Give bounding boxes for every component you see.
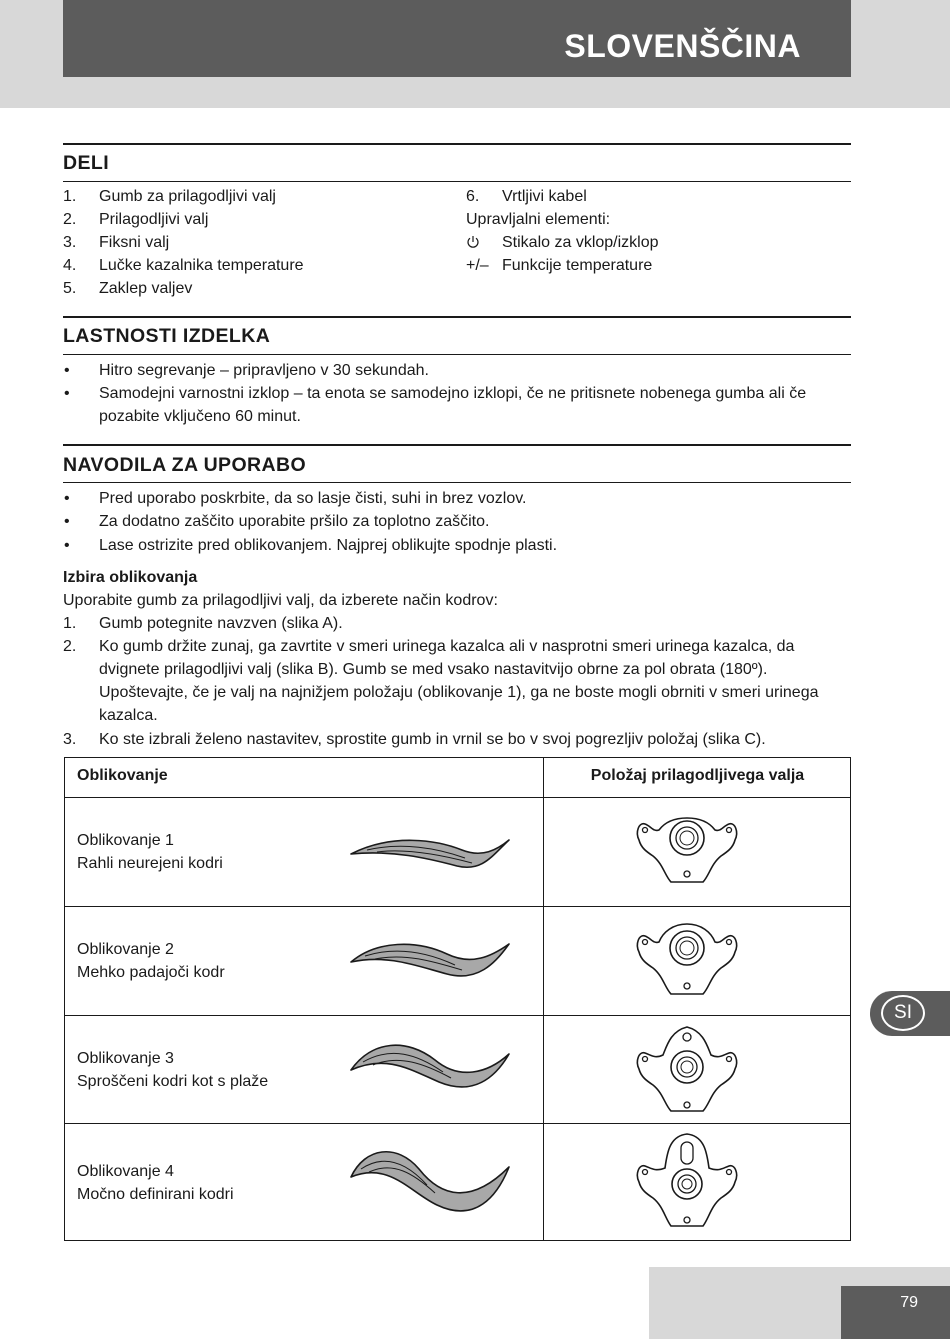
list-number: 1. (63, 188, 77, 205)
list-number: 5. (63, 280, 77, 297)
table-header-style: Oblikovanje (77, 767, 168, 784)
bullet: • (64, 385, 70, 402)
table-row-style-desc: Sproščeni kodri kot s plaže (77, 1073, 269, 1090)
table-row-divider (65, 1015, 850, 1016)
table-header-roller: Položaj prilagodljivega valja (590, 767, 805, 784)
language-title: SLOVENŠČINA (564, 28, 801, 64)
instruction-item: Za dodatno zaščito uporabite pršilo za toplotno zaščito. (99, 513, 490, 530)
section-title-instructions: NAVODILA ZA UPORABO (63, 454, 307, 476)
styling-table (64, 757, 851, 1241)
curl-wave-3-icon (347, 1034, 515, 1098)
list-number: 3. (63, 731, 77, 748)
table-row-style-desc: Mehko padajoči kodr (77, 964, 225, 981)
power-icon (466, 235, 480, 249)
list-number: 2. (63, 638, 77, 655)
curl-wave-1-icon (347, 828, 515, 878)
table-row-style-desc: Močno definirani kodri (77, 1186, 234, 1203)
section-rule (63, 482, 851, 483)
step-text-cont: kazalca. (99, 707, 158, 724)
roller-position-1-icon (631, 810, 743, 886)
subsection-title: Izbira oblikovanja (63, 569, 198, 586)
bullet: • (64, 537, 70, 554)
intro-text: Uporabite gumb za prilagodljivi valj, da izberete način kodrov: (63, 592, 498, 609)
table-row-style-name: Oblikovanje 1 (77, 832, 174, 849)
bullet: • (64, 513, 70, 530)
step-text: Ko ste izbrali želeno nastavitev, sprostite gumb in vrnil se bo v svoj pogrezljiv položaj (slika C). (99, 731, 766, 748)
list-number: 4. (63, 257, 77, 274)
table-row-divider (65, 1123, 850, 1124)
table-row-style-name: Oblikovanje 3 (77, 1050, 174, 1067)
table-row-style-name: Oblikovanje 4 (77, 1163, 174, 1180)
parts-item: Fiksni valj (99, 234, 170, 251)
parts-item: Prilagodljivi valj (99, 211, 209, 228)
language-side-tab (870, 991, 950, 1036)
instruction-item: Pred uporabo poskrbite, da so lasje čisti, suhi in brez vozlov. (99, 490, 527, 507)
section-rule (63, 354, 851, 355)
list-number: 6. (466, 188, 480, 205)
table-row-style-name: Oblikovanje 2 (77, 941, 174, 958)
header-bar (63, 0, 851, 77)
page-number: 79 (900, 1294, 918, 1311)
table-row-divider (65, 906, 850, 907)
parts-item: Lučke kazalnika temperature (99, 257, 304, 274)
list-number: 3. (63, 234, 77, 251)
power-switch-label: Stikalo za vklop/izklop (502, 234, 659, 251)
step-text-cont: dvignete prilagodljivi valj (slika B). Gumb se med vsako nastavitvijo obrne za pol obrata (180º). (99, 661, 768, 678)
feature-item: Hitro segrevanje – pripravljeno v 30 sekundah. (99, 362, 429, 379)
section-title-features: LASTNOSTI IZDELKA (63, 325, 271, 347)
footer-page-box (841, 1286, 950, 1339)
step-text: Gumb potegnite navzven (slika A). (99, 615, 343, 632)
table-row-divider (65, 797, 850, 798)
roller-position-4-icon (631, 1130, 743, 1232)
parts-item: Vrtljivi kabel (502, 188, 587, 205)
section-title-parts: DELI (63, 152, 110, 174)
list-number: 2. (63, 211, 77, 228)
table-row-style-desc: Rahli neurejeni kodri (77, 855, 223, 872)
roller-position-3-icon (631, 1023, 743, 1117)
parts-item: Zaklep valjev (99, 280, 193, 297)
section-rule (63, 316, 851, 318)
feature-item-cont: pozabite vključeno 60 minut. (99, 408, 301, 425)
step-text-cont: Upoštevajte, če je valj na najnižjem položaju (oblikovanje 1), ga ne boste mogli obrniti v smeri urinega (99, 684, 819, 701)
temperature-symbol: +/– (466, 257, 489, 274)
temperature-label: Funkcije temperature (502, 257, 653, 274)
bullet: • (64, 490, 70, 507)
step-text: Ko gumb držite zunaj, ga zavrtite v smeri urinega kazalca ali v nasprotni smeri urinega kazalca, da (99, 638, 795, 655)
section-rule (63, 181, 851, 182)
section-rule (63, 444, 851, 446)
language-code-badge: SI (881, 995, 925, 1031)
curl-wave-2-icon (347, 932, 515, 988)
roller-position-2-icon (631, 918, 743, 998)
instruction-item: Lase ostrizite pred oblikovanjem. Najprej oblikujte spodnje plasti. (99, 537, 558, 554)
table-column-divider (543, 758, 544, 1240)
feature-item: Samodejni varnostni izklop – ta enota se samodejno izklopi, če ne pritisnete nobenega gumba ali če (99, 385, 807, 402)
curl-wave-4-icon (347, 1139, 515, 1223)
parts-item: Gumb za prilagodljivi valj (99, 188, 276, 205)
list-number: 1. (63, 615, 77, 632)
bullet: • (64, 362, 70, 379)
section-rule (63, 143, 851, 145)
controls-title: Upravljalni elementi: (466, 211, 611, 228)
